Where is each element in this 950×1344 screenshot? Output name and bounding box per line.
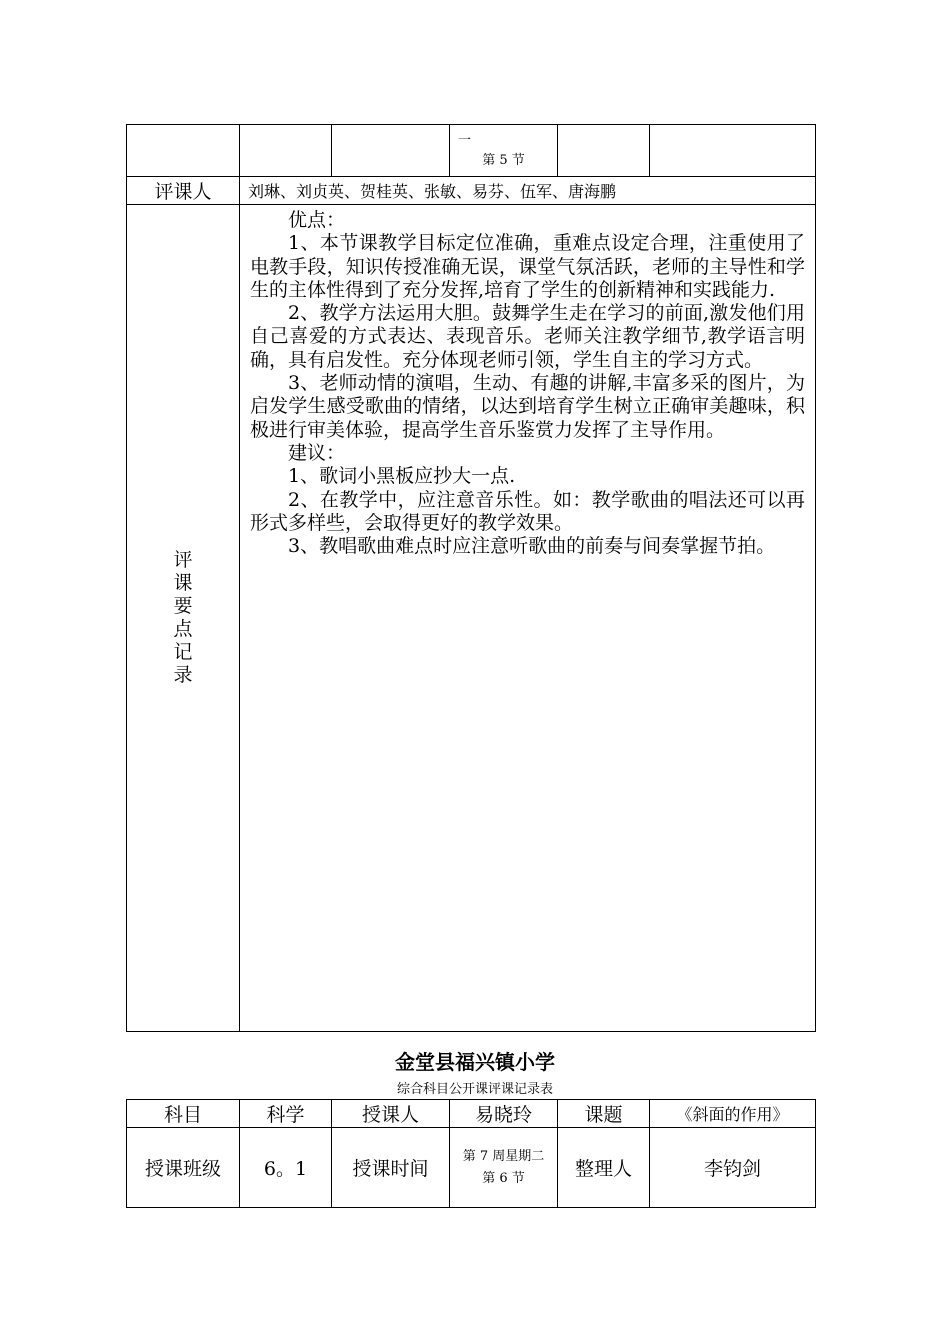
teacher-label: 授课人	[332, 1100, 450, 1128]
organizer-value: 李钧剑	[650, 1128, 816, 1208]
lesson-time-line2: 第 5 节	[482, 152, 525, 168]
table-row	[127, 1128, 816, 1208]
notes-heading-strengths: 优点：	[288, 209, 346, 231]
table-row	[127, 205, 816, 1032]
notes-heading-suggestions: 建议：	[288, 441, 346, 464]
reviewers-value: 刘琳、刘贞英、贺桂英、张敏、易芬、伍军、唐海鹏	[240, 177, 816, 205]
subject-label: 科目	[127, 1100, 240, 1128]
notes-paragraph: 2、在教学中，应注意音乐性。如：教学歌曲的唱法还可以再形式多样些，会取得更好的教学效果。	[250, 488, 805, 534]
table-row	[127, 177, 816, 205]
notes-paragraph: 1、本节课教学目标定位准确，重难点设定合理，注重使用了电教手段，知识传授准确无误，课堂气氛活跃，老师的主导性和学生的主体性得到了充分发挥,培育了学生的创新精神和实践能力.	[250, 232, 805, 301]
lesson-time-line1: 一	[458, 132, 472, 148]
evaluation-table-continued	[126, 124, 816, 1032]
form-subtitle: 综合科目公开课评课记录表	[396, 1082, 553, 1097]
table-cell	[332, 125, 450, 177]
organizer-label: 整理人	[558, 1128, 650, 1208]
time-label: 授课时间	[332, 1128, 450, 1208]
notes-label-char: 课	[173, 572, 193, 594]
notes-paragraph: 3、老师动情的演唱，生动、有趣的讲解,丰富多采的图片，为启发学生感受歌曲的情绪，以达到培育学生树立正确审美趣味，积极进行审美体验，提高学生音乐鉴赏力发挥了主导作用。	[250, 372, 805, 441]
topic-value: 《斜面的作用》	[650, 1100, 816, 1128]
table-cell	[240, 125, 332, 177]
table-row	[127, 1100, 816, 1128]
class-value: 6。1	[240, 1128, 332, 1208]
table-cell	[558, 125, 650, 177]
time-value-line1: 第 7 周星期二	[462, 1148, 545, 1164]
lesson-time-cell	[450, 125, 558, 177]
subject-value: 科学	[240, 1100, 332, 1128]
reviewers-label: 评课人	[127, 177, 240, 205]
notes-label-char: 点	[173, 618, 193, 640]
table-row	[127, 125, 816, 177]
time-value-line2: 第 6 节	[482, 1170, 525, 1186]
notes-label-char: 记	[173, 641, 193, 663]
notes-label-char: 要	[173, 595, 193, 617]
notes-label-char: 录	[173, 664, 193, 686]
evaluation-form-header-table	[126, 1099, 816, 1208]
notes-paragraph: 3、教唱歌曲难点时应注意听歌曲的前奏与间奏掌握节拍。	[288, 535, 776, 558]
class-label: 授课班级	[127, 1128, 240, 1208]
notes-label	[127, 205, 240, 1032]
notes-paragraph: 2、教学方法运用大胆。鼓舞学生走在学习的前面,激发他们用自己喜爱的方式表达、表现音乐。老师关注教学细节,教学语言明确，具有启发性。充分体现老师引领，学生自主的学习方式。	[250, 302, 805, 371]
notes-label-char: 评	[173, 549, 193, 571]
table-cell	[127, 125, 240, 177]
notes-paragraph: 1、歌词小黑板应抄大一点.	[288, 465, 516, 488]
school-name: 金堂县福兴镇小学	[395, 1050, 555, 1074]
teacher-value: 易晓玲	[450, 1100, 558, 1128]
table-cell	[650, 125, 816, 177]
topic-label: 课题	[558, 1100, 650, 1128]
time-value	[450, 1128, 558, 1208]
notes-content	[240, 205, 816, 1032]
